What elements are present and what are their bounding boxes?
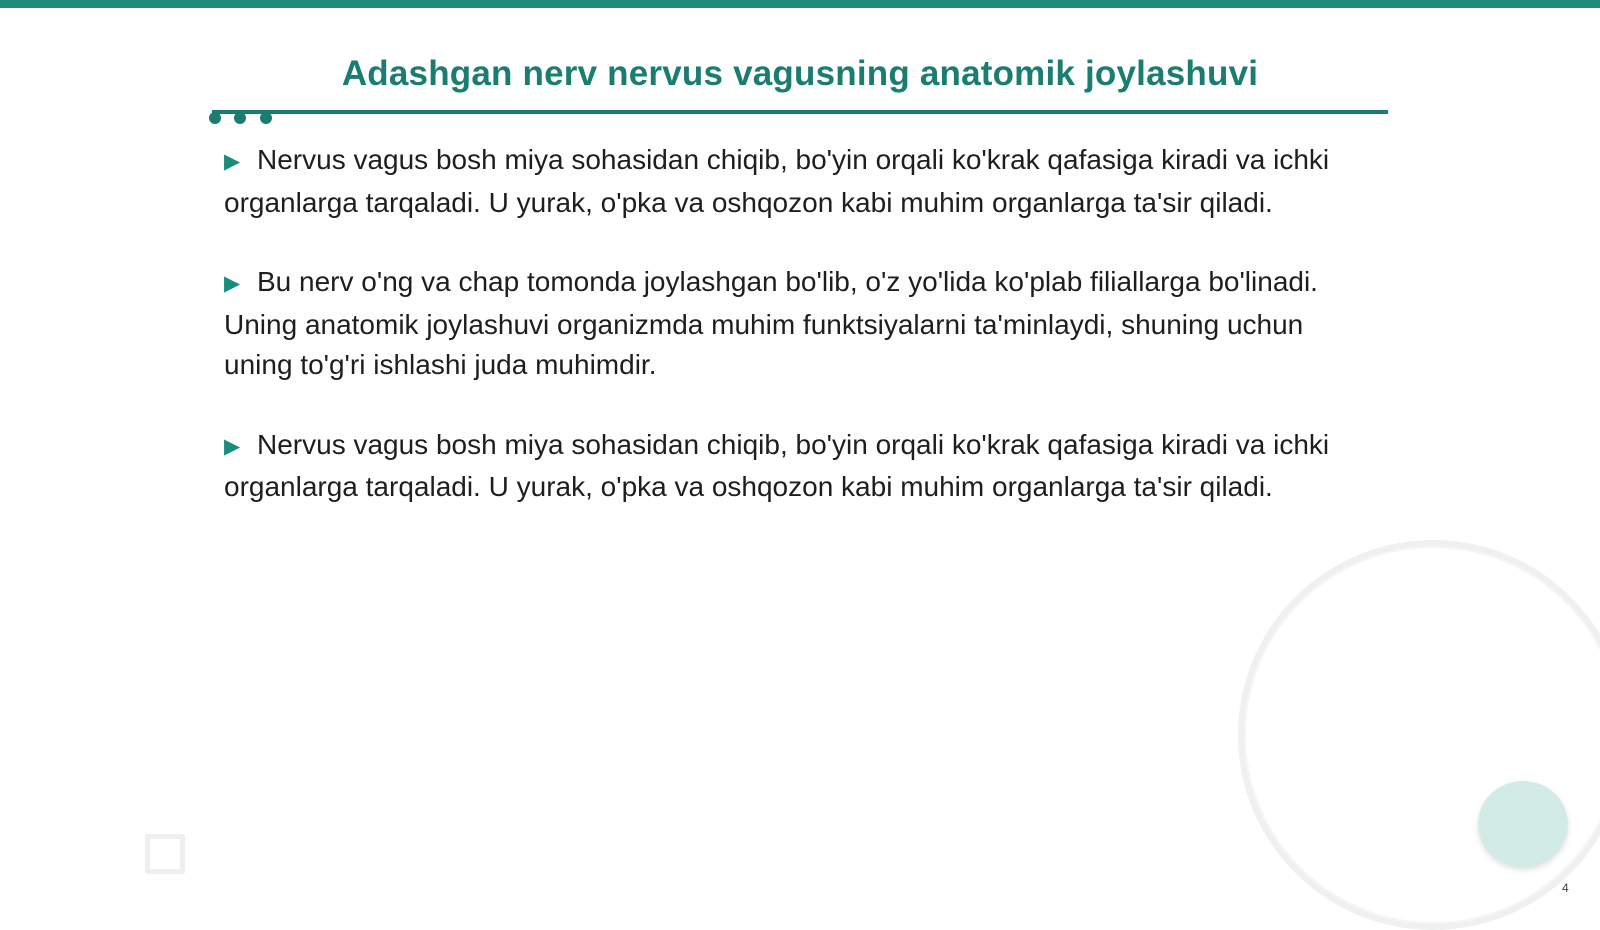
top-accent-bar (0, 0, 1600, 8)
bullet-text: Bu nerv o'ng va chap tomonda joylashgan bo'lib, o'z yo'lida ko'plab filiallarga bo'linadi. Uning anatomik joylashuvi organizmda muhim funktsiyalarni ta'minlaydi, shuning uchun uning to'g'ri ishlashi juda muhimdir. (224, 266, 1318, 380)
bullet-list (224, 140, 1354, 547)
underline-dot (234, 112, 246, 124)
bullet-item (224, 262, 1354, 386)
underline-dot (260, 112, 272, 124)
bullet-text: Nervus vagus bosh miya sohasidan chiqib, bo'yin orqali ko'krak qafasiga kiradi va ichki organlarga tarqaladi. U yurak, o'pka va oshqozon kabi muhim organlarga ta'sir qiladi. (224, 144, 1330, 218)
bullet-item (224, 425, 1354, 508)
decorative-circle (1478, 781, 1568, 867)
page-number: 4 (1562, 881, 1569, 895)
slide-title: Adashgan nerv nervus vagusning anatomik joylashuvi (341, 54, 1259, 93)
decorative-ring-inner (1244, 546, 1600, 924)
bullet-text: Nervus vagus bosh miya sohasidan chiqib, bo'yin orqali ko'krak qafasiga kiradi va ichki organlarga tarqaladi. U yurak, o'pka va oshqozon kabi muhim organlarga ta'sir qiladi. (224, 428, 1330, 502)
underline-dot (209, 112, 221, 124)
triangle-bullet-icon: ▶ (224, 272, 241, 295)
bullet-item (224, 140, 1354, 223)
triangle-bullet-icon: ▶ (224, 434, 241, 458)
title-underline (212, 110, 1388, 114)
triangle-bullet-icon: ▶ (224, 150, 241, 173)
decorative-square (145, 834, 185, 874)
